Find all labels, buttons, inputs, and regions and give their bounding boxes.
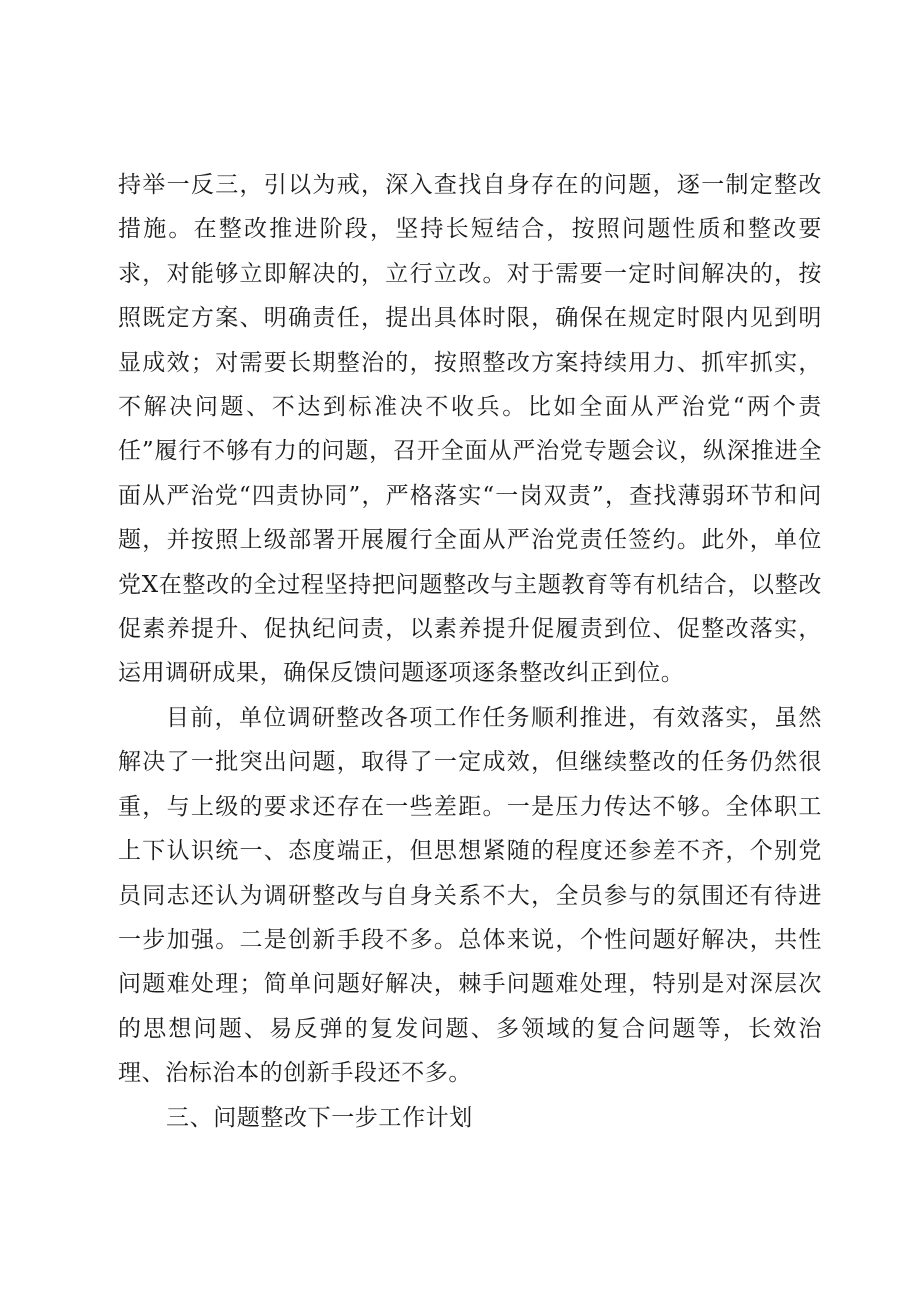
- section-heading: 三、问题整改下一步工作计划: [166, 1104, 473, 1131]
- paragraph-continuation: 持举一反三，引以为戒，深入查找自身存在的问题，逐一制定整改措施。在整改推进阶段，坚持长短结合，按照问题性质和整改要求，对能够立即解决的，立行立改。对于需要一定时间解决的，按照既定方案、明确责任，提出具体时限，确保在规定时限内见到明显成效；对需要长期整治的，按照整改方案持续用力、抓牢抓实，不解决问题、不达到标准决不收兵。比如全面从严治党“两个责任”履行不够有力的问题，召开全面从严治党专题会议，纵深推进全面从严治党“四责协同”，严格落实“一岗双责”，查找薄弱环节和问题，并按照上级部署开展履行全面从严治党责任签约。此外，单位党X在整改的全过程坚持把问题整改与主题教育等有机结合，以整改促素养提升、促执纪问责，以素养提升促履责到位、促整改落实，运用调研成果，确保反馈问题逐项逐条整改纠正到位。: [118, 172, 822, 687]
- paragraph-current-status: 目前，单位调研整改各项工作任务顺利推进，有效落实，虽然解决了一批突出问题，取得了一定成效，但继续整改的任务仍然很重，与上级的要求还存在一些差距。一是压力传达不够。全体职工上下认识统一、态度端正，但思想紧随的程度还参差不齐，个别党员同志还认为调研整改与自身关系不大，全员参与的氛围还有待进一步加强。二是创新手段不多。总体来说，个性问题好解决，共性问题难处理；简单问题好解决，棘手问题难处理，特别是对深层次的思想问题、易反弹的复发问题、多领域的复合问题等，长效治理、治标治本的创新手段还不多。: [118, 704, 822, 1087]
- document-page: [118, 163, 822, 1140]
